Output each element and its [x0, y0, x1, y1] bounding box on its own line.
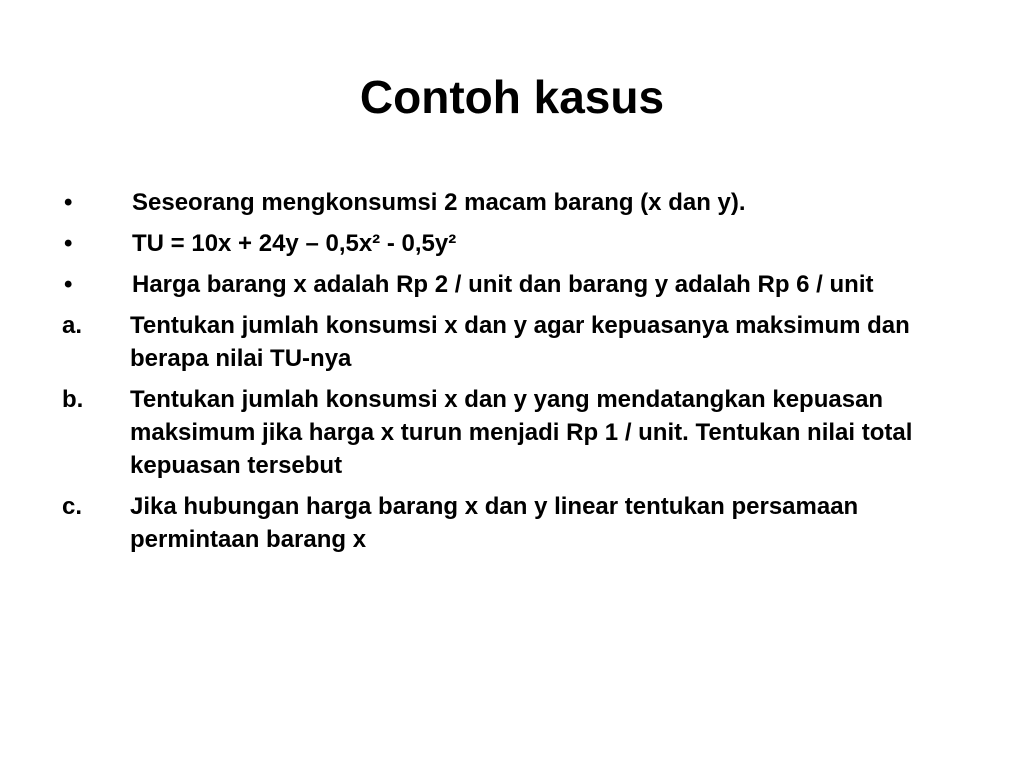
letter-marker: b. [62, 386, 84, 413]
list-item-text: Tentukan jumlah konsumsi x dan y agar kepuasanya maksimum dan berapa nilai TU-nya [130, 312, 910, 372]
bullet-marker: • [64, 189, 73, 216]
slide-title: Contoh kasus [359, 71, 665, 123]
list-item-bullet-3 [62, 268, 962, 301]
list-item-text: Jika hubungan harga barang x dan y linear tentukan persamaan permintaan barang x [130, 493, 859, 553]
bullet-marker: • [64, 271, 73, 298]
list-item-a [62, 309, 962, 375]
list-item-text: TU = 10x + 24y – 0,5x² - 0,5y² [132, 230, 457, 257]
letter-marker: a. [62, 312, 83, 339]
bullet-marker: • [64, 230, 73, 257]
list-item-bullet-2 [62, 227, 962, 260]
list-item-b [62, 383, 962, 482]
content-list [62, 186, 962, 564]
list-item-c [62, 490, 962, 556]
list-item-text: Seseorang mengkonsumsi 2 macam barang (x dan y). [132, 189, 746, 216]
list-item-text: Harga barang x adalah Rp 2 / unit dan barang y adalah Rp 6 / unit [132, 271, 874, 298]
list-item-text: Tentukan jumlah konsumsi x dan y yang mendatangkan kepuasan maksimum jika harga x turun menjadi Rp 1 / unit. Tentukan nilai total kepuasan tersebut [130, 386, 913, 479]
list-item-bullet-1 [62, 186, 962, 219]
letter-marker: c. [62, 493, 83, 520]
